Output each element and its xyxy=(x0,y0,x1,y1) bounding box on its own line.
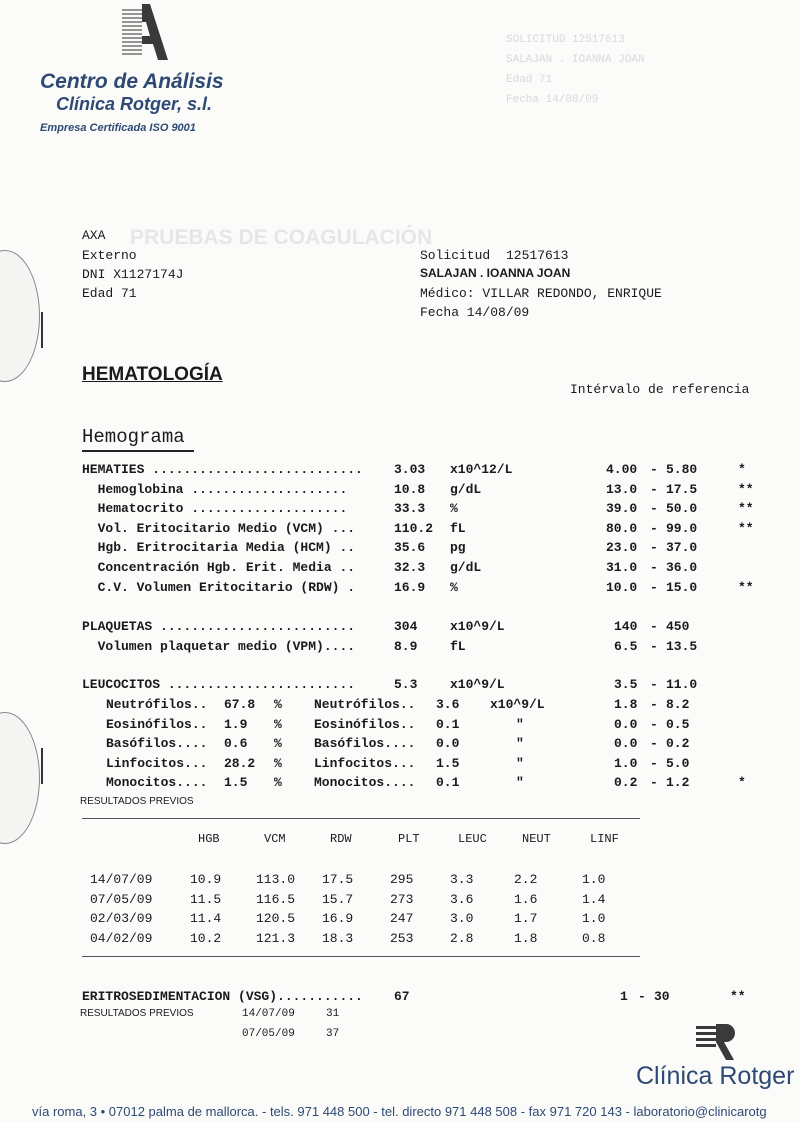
diff-pct-unit: % xyxy=(274,775,282,791)
ghost-stamp-4: Fecha 14/08/09 xyxy=(506,94,599,106)
hemo-dash: - xyxy=(650,462,658,477)
brand-line1: Centro de Análisis xyxy=(40,70,224,93)
hemo-unit: g/dL xyxy=(450,560,482,575)
diff-dash: - xyxy=(650,697,658,712)
hemo-value: 110.2 xyxy=(394,520,434,536)
hemo-unit: fL xyxy=(450,520,466,536)
hemo-flag: ** xyxy=(738,501,754,517)
hemo-label: HEMATIES ........................... xyxy=(82,462,363,477)
diff-left-label: Eosinófilos.. xyxy=(106,716,208,732)
previous-cell: 3.6 xyxy=(450,891,474,907)
previous-col-header: HGB xyxy=(198,832,220,846)
vsg-prev-date-2: 07/05/09 xyxy=(242,1028,295,1040)
leucocitos-lo: 3.5 xyxy=(614,677,638,692)
diff-right-label: Linfocitos... xyxy=(314,755,416,771)
diff-hi: 8.2 xyxy=(666,697,690,712)
previous-col-header: RDW xyxy=(330,832,352,846)
doctor: Médico: VILLAR REDONDO, ENRIQUE xyxy=(420,286,662,301)
ghost-stamp-1: SOLICITUD 12517613 xyxy=(506,34,625,46)
diff-abs: 0.0 xyxy=(436,736,460,752)
previous-cell: 121.3 xyxy=(256,930,296,946)
diff-pct: 67.8 xyxy=(224,697,256,712)
diff-abs-unit: " xyxy=(516,755,524,771)
previous-cell: 10.9 xyxy=(190,872,222,887)
previous-cell: 11.4 xyxy=(190,911,222,926)
diff-lo: 0.0 xyxy=(614,736,638,752)
plaq-lo: 6.5 xyxy=(614,638,638,654)
diff-left-label: Monocitos.... xyxy=(106,775,208,791)
plaq-dash: - xyxy=(650,638,658,654)
diff-pct: 0.6 xyxy=(224,736,248,752)
hemo-value: 32.3 xyxy=(394,560,426,575)
previous-cell: 18.3 xyxy=(322,930,354,946)
hemo-flag: ** xyxy=(738,579,754,595)
previous-row-date: 14/07/09 xyxy=(90,872,153,887)
hemo-dash: - xyxy=(650,540,658,556)
previous-cell: 3.3 xyxy=(450,872,474,887)
reference-interval-label: Intérvalo de referencia xyxy=(570,382,750,397)
hemo-lo: 39.0 xyxy=(606,501,638,517)
previous-cell: 3.0 xyxy=(450,911,474,926)
hemo-dash: - xyxy=(650,501,658,517)
diff-dash: - xyxy=(650,755,658,771)
hemo-value: 35.6 xyxy=(394,540,426,556)
patient-insurer: AXA xyxy=(82,228,106,243)
previous-col-header: VCM xyxy=(264,832,286,846)
hemo-dash: - xyxy=(650,579,658,595)
plaq-hi: 450 xyxy=(666,619,690,634)
hemo-unit: % xyxy=(450,579,458,595)
previous-cell: 1.8 xyxy=(514,930,538,946)
vsg-flag: ** xyxy=(730,989,746,1004)
previous-row-date: 02/03/09 xyxy=(90,911,153,926)
leucocitos-unit: x10^9/L xyxy=(450,677,505,692)
hemo-label: Vol. Eritocitario Medio (VCM) ... xyxy=(82,520,356,536)
previous-cell: 295 xyxy=(390,872,414,887)
previous-cell: 11.5 xyxy=(190,891,222,907)
hemo-lo: 23.0 xyxy=(606,540,638,556)
hemo-value: 33.3 xyxy=(394,501,426,517)
plaq-value: 8.9 xyxy=(394,638,418,654)
hemo-dash: - xyxy=(650,520,658,536)
diff-abs: 0.1 xyxy=(436,716,460,732)
hemo-label: C.V. Volumen Eritocitario (RDW) . xyxy=(82,579,356,595)
hemo-dash: - xyxy=(650,481,658,497)
previous-cell: 17.5 xyxy=(322,872,354,887)
diff-hi: 1.2 xyxy=(666,775,690,791)
plaq-value: 304 xyxy=(394,619,418,634)
diff-abs: 1.5 xyxy=(436,755,460,771)
previous-cell: 2.8 xyxy=(450,930,474,946)
section-title: HEMATOLOGÍA xyxy=(82,364,223,385)
hemo-lo: 13.0 xyxy=(606,481,638,497)
diff-lo: 0.0 xyxy=(614,716,638,732)
brand-line3: Empresa Certificada ISO 9001 xyxy=(40,122,196,134)
hemo-label: Concentración Hgb. Erit. Media .. xyxy=(82,560,356,575)
diff-left-label: Linfocitos... xyxy=(106,755,208,771)
hemo-lo: 80.0 xyxy=(606,520,638,536)
plaq-dash: - xyxy=(650,619,658,634)
diff-hi: 5.0 xyxy=(666,755,690,771)
diff-right-label: Monocitos.... xyxy=(314,775,416,791)
previous-cell: 15.7 xyxy=(322,891,354,907)
plaq-lo: 140 xyxy=(614,619,638,634)
vsg-prev-value-1: 31 xyxy=(326,1008,340,1020)
diff-lo: 1.0 xyxy=(614,755,638,771)
diff-abs-unit: " xyxy=(516,716,524,732)
hemo-flag: * xyxy=(738,462,746,477)
hemograma-title: Hemograma xyxy=(82,426,185,448)
vsg-label: ERITROSEDIMENTACION (VSG)........... xyxy=(82,989,363,1004)
hemo-value: 10.8 xyxy=(394,481,426,497)
previous-cell: 2.2 xyxy=(514,872,538,887)
patient-type: Externo xyxy=(82,248,137,263)
plaq-label: Volumen plaquetar medio (VPM).... xyxy=(82,638,356,654)
previous-top-rule xyxy=(82,818,640,819)
diff-pct: 28.2 xyxy=(224,755,256,771)
previous-cell: 120.5 xyxy=(256,911,296,926)
hemo-hi: 37.0 xyxy=(666,540,698,556)
footer-brand: Clínica Rotger xyxy=(636,1062,795,1090)
leucocitos-hi: 11.0 xyxy=(666,677,698,692)
previous-row-date: 04/02/09 xyxy=(90,930,153,946)
hemograma-underline xyxy=(82,450,194,452)
report-date: Fecha 14/08/09 xyxy=(420,305,530,320)
previous-col-header: LEUC xyxy=(458,832,487,846)
diff-abs-unit: " xyxy=(516,775,524,791)
hemo-flag: ** xyxy=(738,481,754,497)
hemo-lo: 4.00 xyxy=(606,462,638,477)
vsg-prev-date-1: 14/07/09 xyxy=(242,1008,295,1020)
plaq-label: PLAQUETAS ......................... xyxy=(82,619,356,634)
hemo-unit: x10^12/L xyxy=(450,462,513,477)
patient-name: SALAJAN . IOANNA JOAN xyxy=(420,266,571,280)
diff-right-label: Eosinófilos.. xyxy=(314,716,416,732)
diff-pct: 1.9 xyxy=(224,716,248,732)
hemo-lo: 31.0 xyxy=(606,560,638,575)
previous-cell: 273 xyxy=(390,891,414,907)
ghost-stamp-2: SALAJAN . IOANNA JOAN xyxy=(506,54,645,66)
plaq-unit: x10^9/L xyxy=(450,619,505,634)
vsg-previous-label: RESULTADOS PREVIOS xyxy=(80,1008,194,1019)
diff-left-label: Neutrófilos.. xyxy=(106,697,208,712)
diff-abs-unit: " xyxy=(516,736,524,752)
hemo-unit: g/dL xyxy=(450,481,482,497)
diff-hi: 0.2 xyxy=(666,736,690,752)
hemo-flag: ** xyxy=(738,520,754,536)
plaq-hi: 13.5 xyxy=(666,638,698,654)
plaq-unit: fL xyxy=(450,638,466,654)
hemo-dash: - xyxy=(650,560,658,575)
diff-dash: - xyxy=(650,775,658,791)
previous-cell: 1.7 xyxy=(514,911,538,926)
hemo-hi: 36.0 xyxy=(666,560,698,575)
diff-pct-unit: % xyxy=(274,716,282,732)
diff-pct-unit: % xyxy=(274,697,282,712)
diff-flag: * xyxy=(738,775,746,791)
lab-logo-icon xyxy=(108,2,170,64)
rotger-logo-icon xyxy=(692,1022,740,1062)
previous-cell: 116.5 xyxy=(256,891,296,907)
previous-col-header: PLT xyxy=(398,832,420,846)
hemo-unit: % xyxy=(450,501,458,517)
hemo-lo: 10.0 xyxy=(606,579,638,595)
vsg-value: 67 xyxy=(394,989,410,1004)
diff-dash: - xyxy=(650,716,658,732)
hemo-hi: 17.5 xyxy=(666,481,698,497)
hemo-label: Hematocrito .................... xyxy=(82,501,348,517)
leucocitos-value: 5.3 xyxy=(394,677,418,692)
diff-pct-unit: % xyxy=(274,736,282,752)
previous-cell: 247 xyxy=(390,911,414,926)
patient-age: Edad 71 xyxy=(82,286,137,301)
previous-cell: 1.6 xyxy=(514,891,538,907)
diff-hi: 0.5 xyxy=(666,716,690,732)
hemo-unit: pg xyxy=(450,540,466,556)
diff-lo: 1.8 xyxy=(614,697,638,712)
diff-pct-unit: % xyxy=(274,755,282,771)
previous-cell: 253 xyxy=(390,930,414,946)
previous-cell: 1.0 xyxy=(582,911,606,926)
previous-cell: 16.9 xyxy=(322,911,354,926)
diff-abs-unit: x10^9/L xyxy=(490,697,545,712)
request-label: Solicitud xyxy=(420,248,491,263)
hemo-label: Hemoglobina .................... xyxy=(82,481,348,497)
previous-cell: 0.8 xyxy=(582,930,606,946)
vsg-hi: 30 xyxy=(654,989,670,1004)
patient-dni: DNI X1127174J xyxy=(82,267,184,282)
leucocitos-dash: - xyxy=(650,677,658,692)
previous-cell: 113.0 xyxy=(256,872,296,887)
footer-address: vía roma, 3 • 07012 palma de mallorca. - tels. 971 448 500 - tel. directo 971 448 508 - fax 971 720 143 - laboratorio@clinicarotg xyxy=(32,1104,767,1119)
previous-col-header: LINF xyxy=(590,832,619,846)
hemo-label: Hgb. Eritrocitaria Media (HCM) .. xyxy=(82,540,356,556)
ghost-stamp-3: Edad 71 xyxy=(506,74,553,86)
hemo-hi: 15.0 xyxy=(666,579,698,595)
previous-cell: 1.0 xyxy=(582,872,606,887)
diff-abs: 0.1 xyxy=(436,775,460,791)
vsg-prev-value-2: 37 xyxy=(326,1028,340,1040)
previous-bottom-rule xyxy=(82,956,640,957)
diff-lo: 0.2 xyxy=(614,775,638,791)
leucocitos-label: LEUCOCITOS ........................ xyxy=(82,677,356,692)
ghost-coag: PRUEBAS DE COAGULACIÓN xyxy=(130,226,433,249)
hemo-hi: 50.0 xyxy=(666,501,698,517)
diff-right-label: Neutrófilos.. xyxy=(314,697,416,712)
previous-cell: 10.2 xyxy=(190,930,222,946)
request-number: 12517613 xyxy=(506,248,569,263)
punch-slot-top xyxy=(41,312,43,348)
vsg-dash: - xyxy=(638,989,646,1004)
diff-left-label: Basófilos.... xyxy=(106,736,208,752)
previous-col-header: NEUT xyxy=(522,832,551,846)
previous-cell: 1.4 xyxy=(582,891,606,907)
punch-slot-bottom xyxy=(41,748,43,784)
punch-hole-top xyxy=(0,250,40,382)
punch-hole-bottom xyxy=(0,712,40,844)
diff-pct: 1.5 xyxy=(224,775,248,791)
previous-results-label: RESULTADOS PREVIOS xyxy=(80,796,194,807)
vsg-lo: 1 xyxy=(620,989,628,1004)
hemo-value: 16.9 xyxy=(394,579,426,595)
diff-right-label: Basófilos.... xyxy=(314,736,416,752)
diff-dash: - xyxy=(650,736,658,752)
hemo-value: 3.03 xyxy=(394,462,426,477)
diff-abs: 3.6 xyxy=(436,697,460,712)
hemo-hi: 99.0 xyxy=(666,520,698,536)
hemo-hi: 5.80 xyxy=(666,462,698,477)
previous-row-date: 07/05/09 xyxy=(90,891,153,907)
brand-line2: Clínica Rotger, s.l. xyxy=(56,94,213,114)
